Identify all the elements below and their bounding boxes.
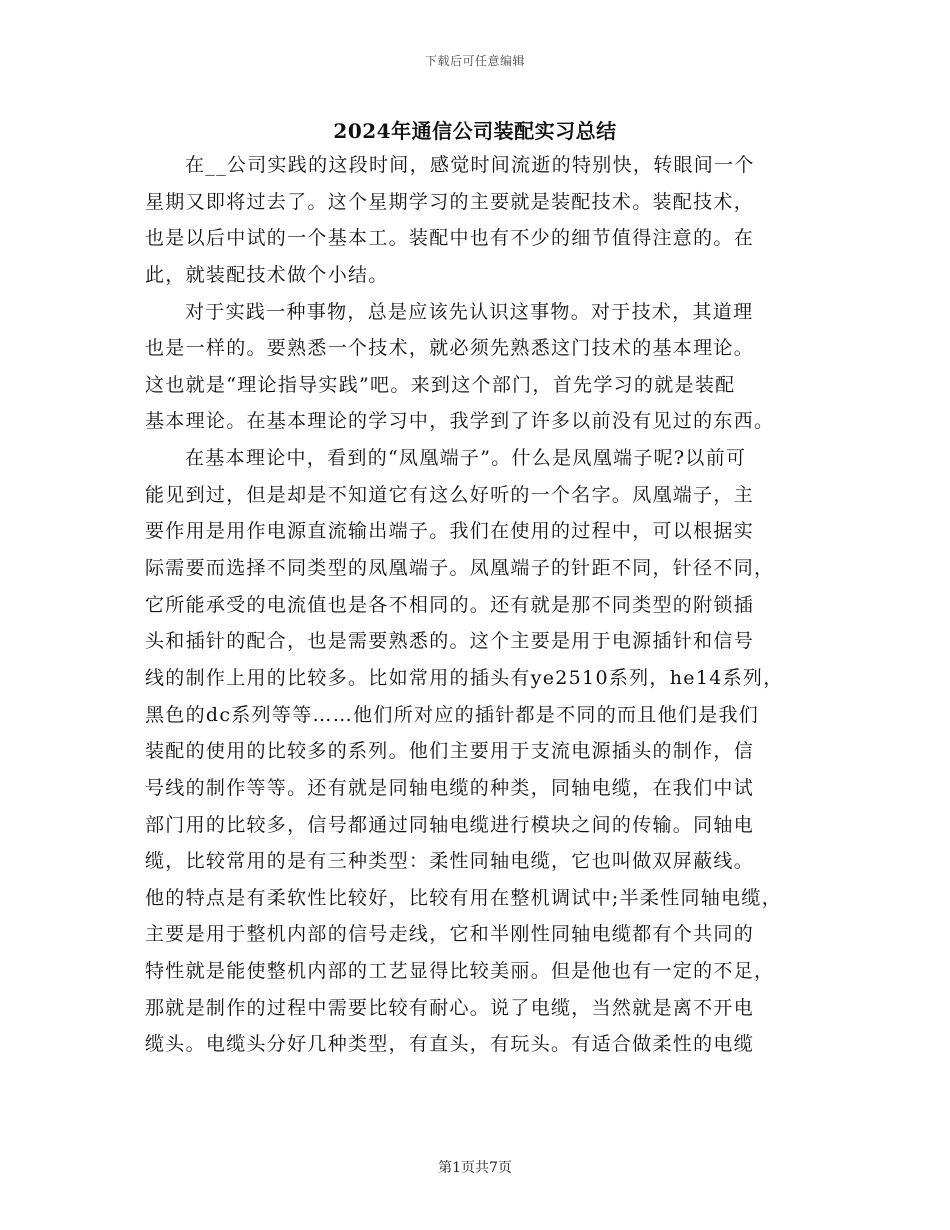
paragraph-line: 基本理论。在基本理论的学习中，我学到了许多以前没有见过的东西。 (145, 410, 775, 433)
document-body (145, 147, 815, 1063)
document-title: 2024年通信公司装配实习总结 (333, 119, 617, 143)
paragraph-line: 号线的制作等等。还有就是同轴电缆的种类，同轴电缆，在我们中试 (145, 776, 755, 799)
paragraph-line: 他的特点是有柔软性比较好，比较有用在整机调试中;半柔性同轴电缆， (145, 886, 783, 909)
paragraph-line: 它所能承受的电流值也是各不相同的。还有就是那不同类型的附锁插 (145, 593, 755, 616)
page-number: 第1页共7页 (438, 1160, 512, 1176)
paragraph-line: 装配的使用的比较多的系列。他们主要用于支流电源插头的制作，信 (145, 740, 755, 763)
paragraph-line: 特性就是能使整机内部的工艺显得比较美丽。但是他也有一定的不足， (145, 960, 775, 983)
paragraph-line: 黑色的dc系列等等……他们所对应的插针都是不同的而且他们是我们 (145, 703, 760, 726)
paragraph-line: 此，就装配技术做个小结。 (145, 263, 389, 286)
paragraph-line: 要作用是用作电源直流输出端子。我们在使用的过程中，可以根据实 (145, 520, 755, 543)
paragraph-line: 部门用的比较多，信号都通过同轴电缆进行模块之间的传输。同轴电 (145, 813, 755, 836)
paragraph-line: 缆头。电缆头分好几种类型，有直头，有玩头。有适合做柔性的电缆 (145, 1033, 755, 1056)
paragraph-line: 那就是制作的过程中需要比较有耐心。说了电缆，当然就是离不开电 (145, 996, 755, 1019)
paragraph-line: 缆，比较常用的是有三种类型：柔性同轴电缆，它也叫做双屏蔽线。 (145, 850, 755, 873)
paragraph-line: 星期又即将过去了。这个星期学习的主要就是装配技术。装配技术， (145, 190, 755, 213)
paragraph-line: 主要是用于整机内部的信号走线，它和半刚性同轴电缆都有个共同的 (145, 923, 755, 946)
paragraph-line: 在__公司实践的这段时间，感觉时间流逝的特别快，转眼间一个 (185, 154, 755, 176)
page-header: 下载后可任意编辑 (424, 54, 525, 68)
paragraph-line: 际需要而选择不同类型的凤凰端子。凤凰端子的针距不同，针径不同， (145, 557, 775, 580)
paragraph-line: 线的制作上用的比较多。比如常用的插头有ye2510系列，he14系列， (145, 666, 784, 689)
paragraph-line: 头和插针的配合，也是需要熟悉的。这个主要是用于电源插针和信号 (145, 630, 755, 653)
paragraph-line: 也是以后中试的一个基本工。装配中也有不少的细节值得注意的。在 (145, 227, 755, 250)
paragraph-line: 在基本理论中，看到的“凤凰端子”。什么是凤凰端子呢?以前可 (185, 447, 747, 470)
paragraph-line: 也是一样的。要熟悉一个技术，就必须先熟悉这门技术的基本理论。 (145, 337, 755, 360)
paragraph-line: 能见到过，但是却是不知道它有这么好听的一个名字。凤凰端子，主 (145, 483, 755, 506)
paragraph-line: 这也就是“理论指导实践”吧。来到这个部门，首先学习的就是装配 (145, 373, 736, 396)
paragraph-line: 对于实践一种事物，总是应该先认识这事物。对于技术，其道理 (185, 300, 754, 323)
